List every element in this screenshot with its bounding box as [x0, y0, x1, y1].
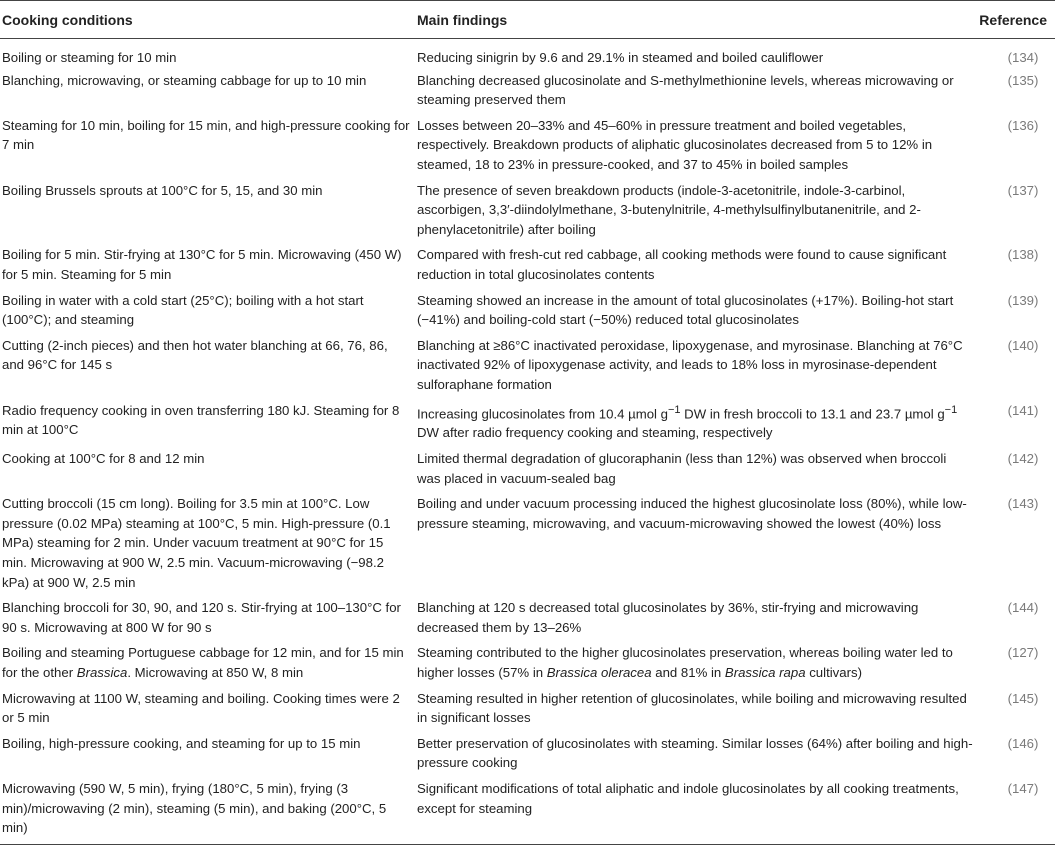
table-row — [0, 731, 1055, 776]
table-row — [0, 242, 1055, 287]
table-row — [0, 398, 1055, 447]
header-reference: Reference — [977, 1, 1055, 39]
main-findings-cell: Steaming showed an increase in the amount of total glucosinolates (+17%). Boiling-hot start (−41%) and boiling-cold start (−50%) reduced total glucosinolates — [417, 292, 954, 328]
main-findings-cell: Limited thermal degradation of glucoraphanin (less than 12%) was observed when broccoli was placed in vacuum-sealed bag — [417, 451, 947, 486]
main-findings-cell: Increasing glucosinolates from 10.4 µmol $g^{-1}$ DW in fresh broccoli to 13.1 and 23.7 µmol $g^{-1}$ DW after radio frequency cooking and steaming, respectively — [417, 403, 958, 441]
table-row — [0, 640, 1055, 685]
cooking-conditions-cell: Microwaving (590 W, 5 min), frying (180°C, 5 min), frying (3 min)/microwaving (2 min), steaming (5 min), and baking (200°C, 5 min) — [0, 776, 415, 844]
table-row — [0, 333, 1055, 398]
table-row — [0, 446, 1055, 491]
main-findings-cell: Steaming resulted in higher retention of glucosinolates, while boiling and microwaving resulted in significant losses — [417, 690, 967, 726]
main-findings-cell: Significant modifications of total aliphatic and indole glucosinolates by all cooking treatments, except for steaming — [415, 776, 977, 844]
table-row — [0, 491, 1055, 595]
main-findings-cell: Blanching at 120 s decreased total glucosinolates by 36%, stir-frying and microwaving decreased them by 13–26% — [417, 600, 919, 635]
cooking-conditions-cell: Radio frequency cooking in oven transferring 180 kJ. Steaming for 8 min at 100°C — [2, 402, 400, 438]
table-header-row — [0, 1, 1055, 39]
cooking-conditions-cell: Boiling Brussels sprouts at 100°C for 5, 15, and 30 min — [2, 182, 323, 198]
main-findings-cell: Blanching decreased glucosinolate and S-methylmethionine levels, whereas microwaving or steaming preserved them — [417, 72, 954, 108]
cooking-conditions-cell: Boiling, high-pressure cooking, and steaming for up to 15 min — [2, 735, 361, 751]
cooking-conditions-cell: Boiling in water with a cold start (25°C); boiling with a hot start (100°C); and steaming — [2, 292, 364, 328]
cooking-conditions-cell: Cutting (2-inch pieces) and then hot water blanching at 66, 76, 86, and 96°C for 145 s — [2, 337, 388, 373]
main-findings-cell: Losses between 20–33% and 45–60% in pressure treatment and boiled vegetables, respectively. Breakdown products of aliphatic glucosinolates decreased from 5 to 12% in steamed, 18 to 23% in pressure-cooked, and 37 to 45% in boiled samples — [417, 117, 933, 172]
cooking-conditions-cell: Boiling and steaming Portuguese cabbage for 12 min, and for 15 min for the other Brassica. Microwaving at 850 W, 8 min — [2, 645, 404, 681]
reference-cell: (127) — [1007, 645, 1039, 661]
reference-cell: (145) — [1007, 690, 1039, 706]
reference-cell: (135) — [1007, 72, 1039, 88]
reference-cell: (139) — [1007, 292, 1039, 308]
reference-cell: (147) — [977, 776, 1055, 844]
cooking-conditions-cell: Cutting broccoli (15 cm long). Boiling for 3.5 min at 100°C. Low pressure (0.02 MPa) steaming at 100°C, 5 min. High-pressure (0.1 MPa) steaming for 2 min. Under vacuum treatment at 90°C for 15 min. Microwaving at 900 W, 2.5 min. Vacuum-microwaving (−98.2 kPa) at 900 W, 2.5 min — [2, 496, 391, 590]
cooking-conditions-cell: Boiling for 5 min. Stir-frying at 130°C for 5 min. Microwaving (450 W) for 5 min. Steaming for 5 min — [2, 247, 402, 282]
table-row — [0, 113, 1055, 178]
cooking-conditions-cell: Boiling or steaming for 10 min — [2, 50, 177, 65]
reference-cell: (136) — [1007, 117, 1039, 133]
cooking-conditions-cell: Blanching broccoli for 30, 90, and 120 s. Stir-frying at 100–130°C for 90 s. Microwaving at 800 W for 90 s — [2, 600, 401, 635]
main-findings-cell: Steaming contributed to the higher glucosinolates preservation, whereas boiling water led to higher losses (57% in Brassica oleracea and 81% in Brassica rapa cultivars) — [417, 645, 953, 681]
main-findings-cell: Blanching at ≥86°C inactivated peroxidase, lipoxygenase, and myrosinase. Blanching at 76°C inactivated 92% of lipoxygenase activity, and leads to 18% loss in myrosinase-dependent sulforaphane formation — [417, 337, 963, 392]
header-main-findings: Main findings — [415, 1, 977, 39]
cooking-conditions-cell: Steaming for 10 min, boiling for 15 min, and high-pressure cooking for 7 min — [2, 117, 410, 153]
table-row — [0, 686, 1055, 731]
main-findings-cell: Better preservation of glucosinolates with steaming. Similar losses (64%) after boiling and high-pressure cooking — [417, 735, 973, 771]
reference-cell: (142) — [1007, 451, 1039, 467]
main-findings-cell: Boiling and under vacuum processing induced the highest glucosinolate loss (80%), while low-pressure steaming, microwaving, and vacuum-microwaving showed the lowest (40%) loss — [417, 496, 967, 531]
main-findings-cell: The presence of seven breakdown products (indole-3-acetonitrile, indole-3-carbinol, ascorbigen, 3,3′-diindolylmethane, 3-butenylnitrile, 4-methylsulfinylbutanenitrile, and 2-phenylacetonitrile) after boiling — [417, 182, 921, 237]
reference-cell: (146) — [1007, 735, 1039, 751]
reference-cell: (140) — [1007, 337, 1039, 353]
reference-cell: (134) — [1007, 50, 1039, 65]
cooking-conditions-cell: Blanching, microwaving, or steaming cabbage for up to 10 min — [2, 72, 367, 88]
table-row — [0, 595, 1055, 640]
table-row — [0, 288, 1055, 333]
table-row — [0, 178, 1055, 243]
reference-cell: (143) — [1007, 496, 1039, 512]
table-row — [0, 776, 1055, 844]
main-findings-cell: Reducing sinigrin by 9.6 and 29.1% in steamed and boiled cauliflower — [417, 50, 824, 65]
table-row — [0, 39, 1055, 71]
table-row — [0, 71, 1055, 113]
reference-cell: (137) — [1007, 182, 1039, 198]
reference-cell: (138) — [1007, 247, 1039, 263]
main-findings-cell: Compared with fresh-cut red cabbage, all cooking methods were found to cause significant reduction in total glucosinolates contents — [417, 247, 947, 282]
cooking-conditions-cell: Microwaving at 1100 W, steaming and boiling. Cooking times were 2 or 5 min — [2, 690, 400, 726]
reference-cell: (144) — [1007, 600, 1039, 616]
header-cooking-conditions: Cooking conditions — [0, 1, 415, 39]
cooking-conditions-cell: Cooking at 100°C for 8 and 12 min — [2, 451, 205, 467]
reference-cell: (141) — [1007, 402, 1039, 418]
